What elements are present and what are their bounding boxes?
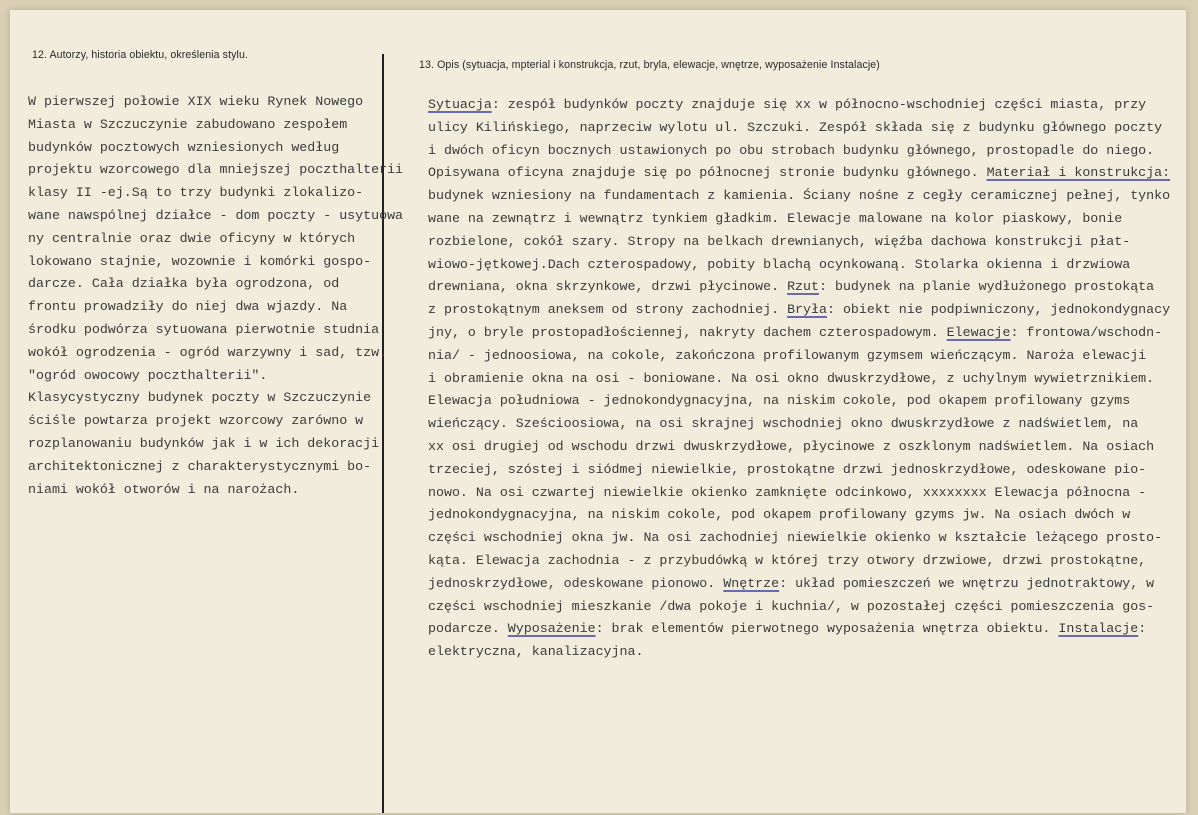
text-line: rozplanowaniu budynków jak i w ich dekoracji: [28, 435, 380, 451]
text-line: [428, 596, 1170, 619]
text-line: [428, 482, 1170, 505]
text-line: [428, 162, 1170, 185]
text-segment: rozbielone, cokół szary. Stropy na belkach drewnianych, więźba dachowa konstrukcji płat-: [428, 233, 1131, 249]
description-text-column: [428, 94, 1170, 664]
section-label: Bryła: [787, 302, 827, 318]
text-segment: części wschodniej mieszkanie /dwa pokoje i kuchnia/, w pozostałej części pomieszczenia gos-: [428, 598, 1155, 614]
text-segment: budynek wzniesiony na fundamentach z kamienia. Ściany nośne z cegły ceramicznej pełnej, tynko: [428, 188, 1171, 204]
text-segment: części wschodniej okna jw. Na osi zachodniej niewielkie okienko w kształcie leżącego prosto-: [428, 530, 1163, 546]
text-line: [428, 390, 1170, 413]
document-sheet: [10, 10, 1186, 813]
text-line: [428, 299, 1170, 322]
text-segment: i obramienie okna na osi - boniowane. Na osi okno dwuskrzydłowe, z uchylnym wywietrznikiem.: [428, 370, 1155, 386]
text-line: wokół ogrodzenia - ogród warzywny i sad, tzw.: [28, 344, 388, 360]
text-segment: trzeciej, szóstej i siódmej niewielkie, prostokątne drzwi jednoskrzydłowe, odeskowane pio-: [428, 461, 1147, 477]
section-label: Instalacje: [1058, 621, 1139, 637]
text-segment: wane na zewnątrz i wewnątrz tynkiem gładkim. Elewacje malowane na kolor piaskowy, bonie: [428, 210, 1123, 226]
text-segment: i dwóch oficyn bocznych ustawionych po obu strobach budynku głównego, prostopadle do niego.: [428, 142, 1155, 158]
section-13-heading: 13. Opis (sytuacja, mpterial i konstrukcja, rzut, bryla, elewacje, wnętrze, wyposażenie Instalacje): [419, 59, 880, 71]
text-line: Miasta w Szczuczynie zabudowano zespołem: [28, 116, 348, 132]
text-segment: nia/ - jednoosiowa, na cokole, zakończona profilowanym gzymsem wieńczącym. Naroża elewacji: [428, 347, 1147, 363]
text-segment: jednokondygnacyjna, na niskim cokole, pod okapem profilowany gzyms jw. Na osiach dwóch w: [428, 507, 1131, 523]
section-label: Wnętrze: [723, 575, 780, 591]
text-line: [428, 550, 1170, 573]
text-line: [428, 573, 1170, 596]
section-12-heading: 12. Autorzy, historia obiektu, określenia stylu.: [32, 49, 248, 61]
text-segment: : obiekt nie podpiwniczony, jednokondygnacy: [826, 302, 1171, 318]
text-line: klasy II -ej.Są to trzy budynki zlokalizo-: [28, 185, 364, 201]
text-segment: Elewacja południowa - jednokondygnacyjna, na niskim cokole, pod okapem profilowany gzyms: [428, 393, 1131, 409]
text-line: [428, 94, 1170, 117]
text-segment: nowo. Na osi czwartej niewielkie okienko zamknięte odcinkowo, xxxxxxxx Elewacja północna -: [428, 484, 1147, 500]
text-segment: jednoskrzydłowe, odeskowane pionowo.: [428, 575, 724, 591]
text-line: architektonicznej z charakterystycznymi bo-: [28, 458, 372, 474]
text-line: darcze. Cała działka była ogrodzona, od: [28, 276, 340, 292]
text-line: [428, 368, 1170, 391]
text-segment: Opisywana oficyna znajduje się po północnej stronie budynku głównego.: [428, 165, 987, 181]
text-segment: jny, o bryle prostopadłościennej, nakryty dachem czterospadowym.: [428, 324, 947, 340]
text-line: [428, 436, 1170, 459]
text-segment: podarcze.: [428, 621, 508, 637]
text-segment: : zespół budynków poczty znajduje się xx w północno-wschodniej części miasta, przy: [491, 97, 1147, 112]
text-line: [428, 117, 1170, 140]
text-line: lokowano stajnie, wozownie i komórki gospo-: [28, 253, 372, 269]
text-line: ny centralnie oraz dwie oficyny w których: [28, 230, 356, 246]
text-segment: : budynek na planie wydłużonego prostokąta: [819, 279, 1155, 295]
text-segment: : układ pomieszczeń we wnętrzu jednotraktowy, w: [779, 575, 1155, 591]
history-text-column: [28, 91, 403, 501]
text-segment: : frontowa/wschodn-: [1010, 324, 1163, 340]
text-line: [428, 527, 1170, 550]
text-line: [428, 618, 1170, 641]
section-label: Wyposażenie: [507, 621, 596, 637]
text-line: wane nawspólnej działce - dom poczty - usytuowa: [28, 207, 404, 223]
text-line: [428, 459, 1170, 482]
section-label: Materiał i konstrukcja:: [986, 165, 1171, 181]
section-label: Sytuacja: [428, 97, 492, 112]
text-line: [428, 413, 1170, 436]
text-line: [428, 276, 1170, 299]
text-segment: : brak elementów pierwotnego wyposażenia wnętrza obiektu.: [595, 621, 1059, 637]
text-segment: elektryczna, kanalizacyjna.: [428, 644, 644, 660]
text-line: [428, 185, 1170, 208]
text-segment: kąta. Elewacja zachodnia - z przybudówką w której trzy otwory drzwiowe, drzwi prostokątne,: [428, 552, 1147, 568]
text-segment: z prostokątnym aneksem od strony zachodniej.: [428, 302, 788, 318]
text-line: [428, 504, 1170, 527]
text-line: [428, 231, 1170, 254]
text-line: frontu prowadziły do niej dwa wjazdy. Na: [28, 299, 348, 315]
section-label: Elewacje: [946, 324, 1011, 340]
text-line: projektu wzorcowego dla mniejszej poczthalterii: [28, 162, 404, 178]
text-line: ściśle powtarza projekt wzorcowy zarówno w: [28, 413, 364, 429]
text-line: Klasycystyczny budynek poczty w Szczuczynie: [28, 390, 372, 406]
text-line: W pierwszej połowie XIX wieku Rynek Nowego: [28, 94, 364, 109]
text-line: [428, 254, 1170, 277]
text-line: [428, 345, 1170, 368]
text-line: budynków pocztowych wzniesionych według: [28, 139, 340, 155]
text-segment: drewniana, okna skrzynkowe, drzwi płycinowe.: [428, 279, 788, 295]
text-segment: :: [1138, 621, 1147, 637]
text-line: [428, 208, 1170, 231]
text-segment: xx osi drugiej od wschodu drzwi dwuskrzydłowe, płycinowe z oszklonym nadświetlem. Na osiach: [428, 438, 1155, 454]
text-segment: wieńczący. Sześcioosiowa, na osi skrajnej wschodniej okno dwuskrzydłowe z nadświetlem, na: [428, 416, 1139, 432]
text-line: środku podwórza sytuowana pierwotnie studnia: [28, 321, 380, 337]
text-segment: wiowo-jętkowej.Dach czterospadowy, pobity blachą ocynkowaną. Stolarka okienna i drzwiowa: [428, 256, 1131, 272]
text-line: "ogród owocowy poczthalterii".: [28, 367, 268, 383]
text-line: [428, 322, 1170, 345]
section-label: Rzut: [787, 279, 819, 295]
text-line: [428, 140, 1170, 163]
text-line: niami wokół otworów i na narożach.: [28, 481, 300, 497]
text-line: [428, 641, 1170, 664]
text-segment: ulicy Kilińskiego, naprzeciw wylotu ul. Szczuki. Zespół składa się z budynku głównego poczty: [428, 119, 1163, 135]
